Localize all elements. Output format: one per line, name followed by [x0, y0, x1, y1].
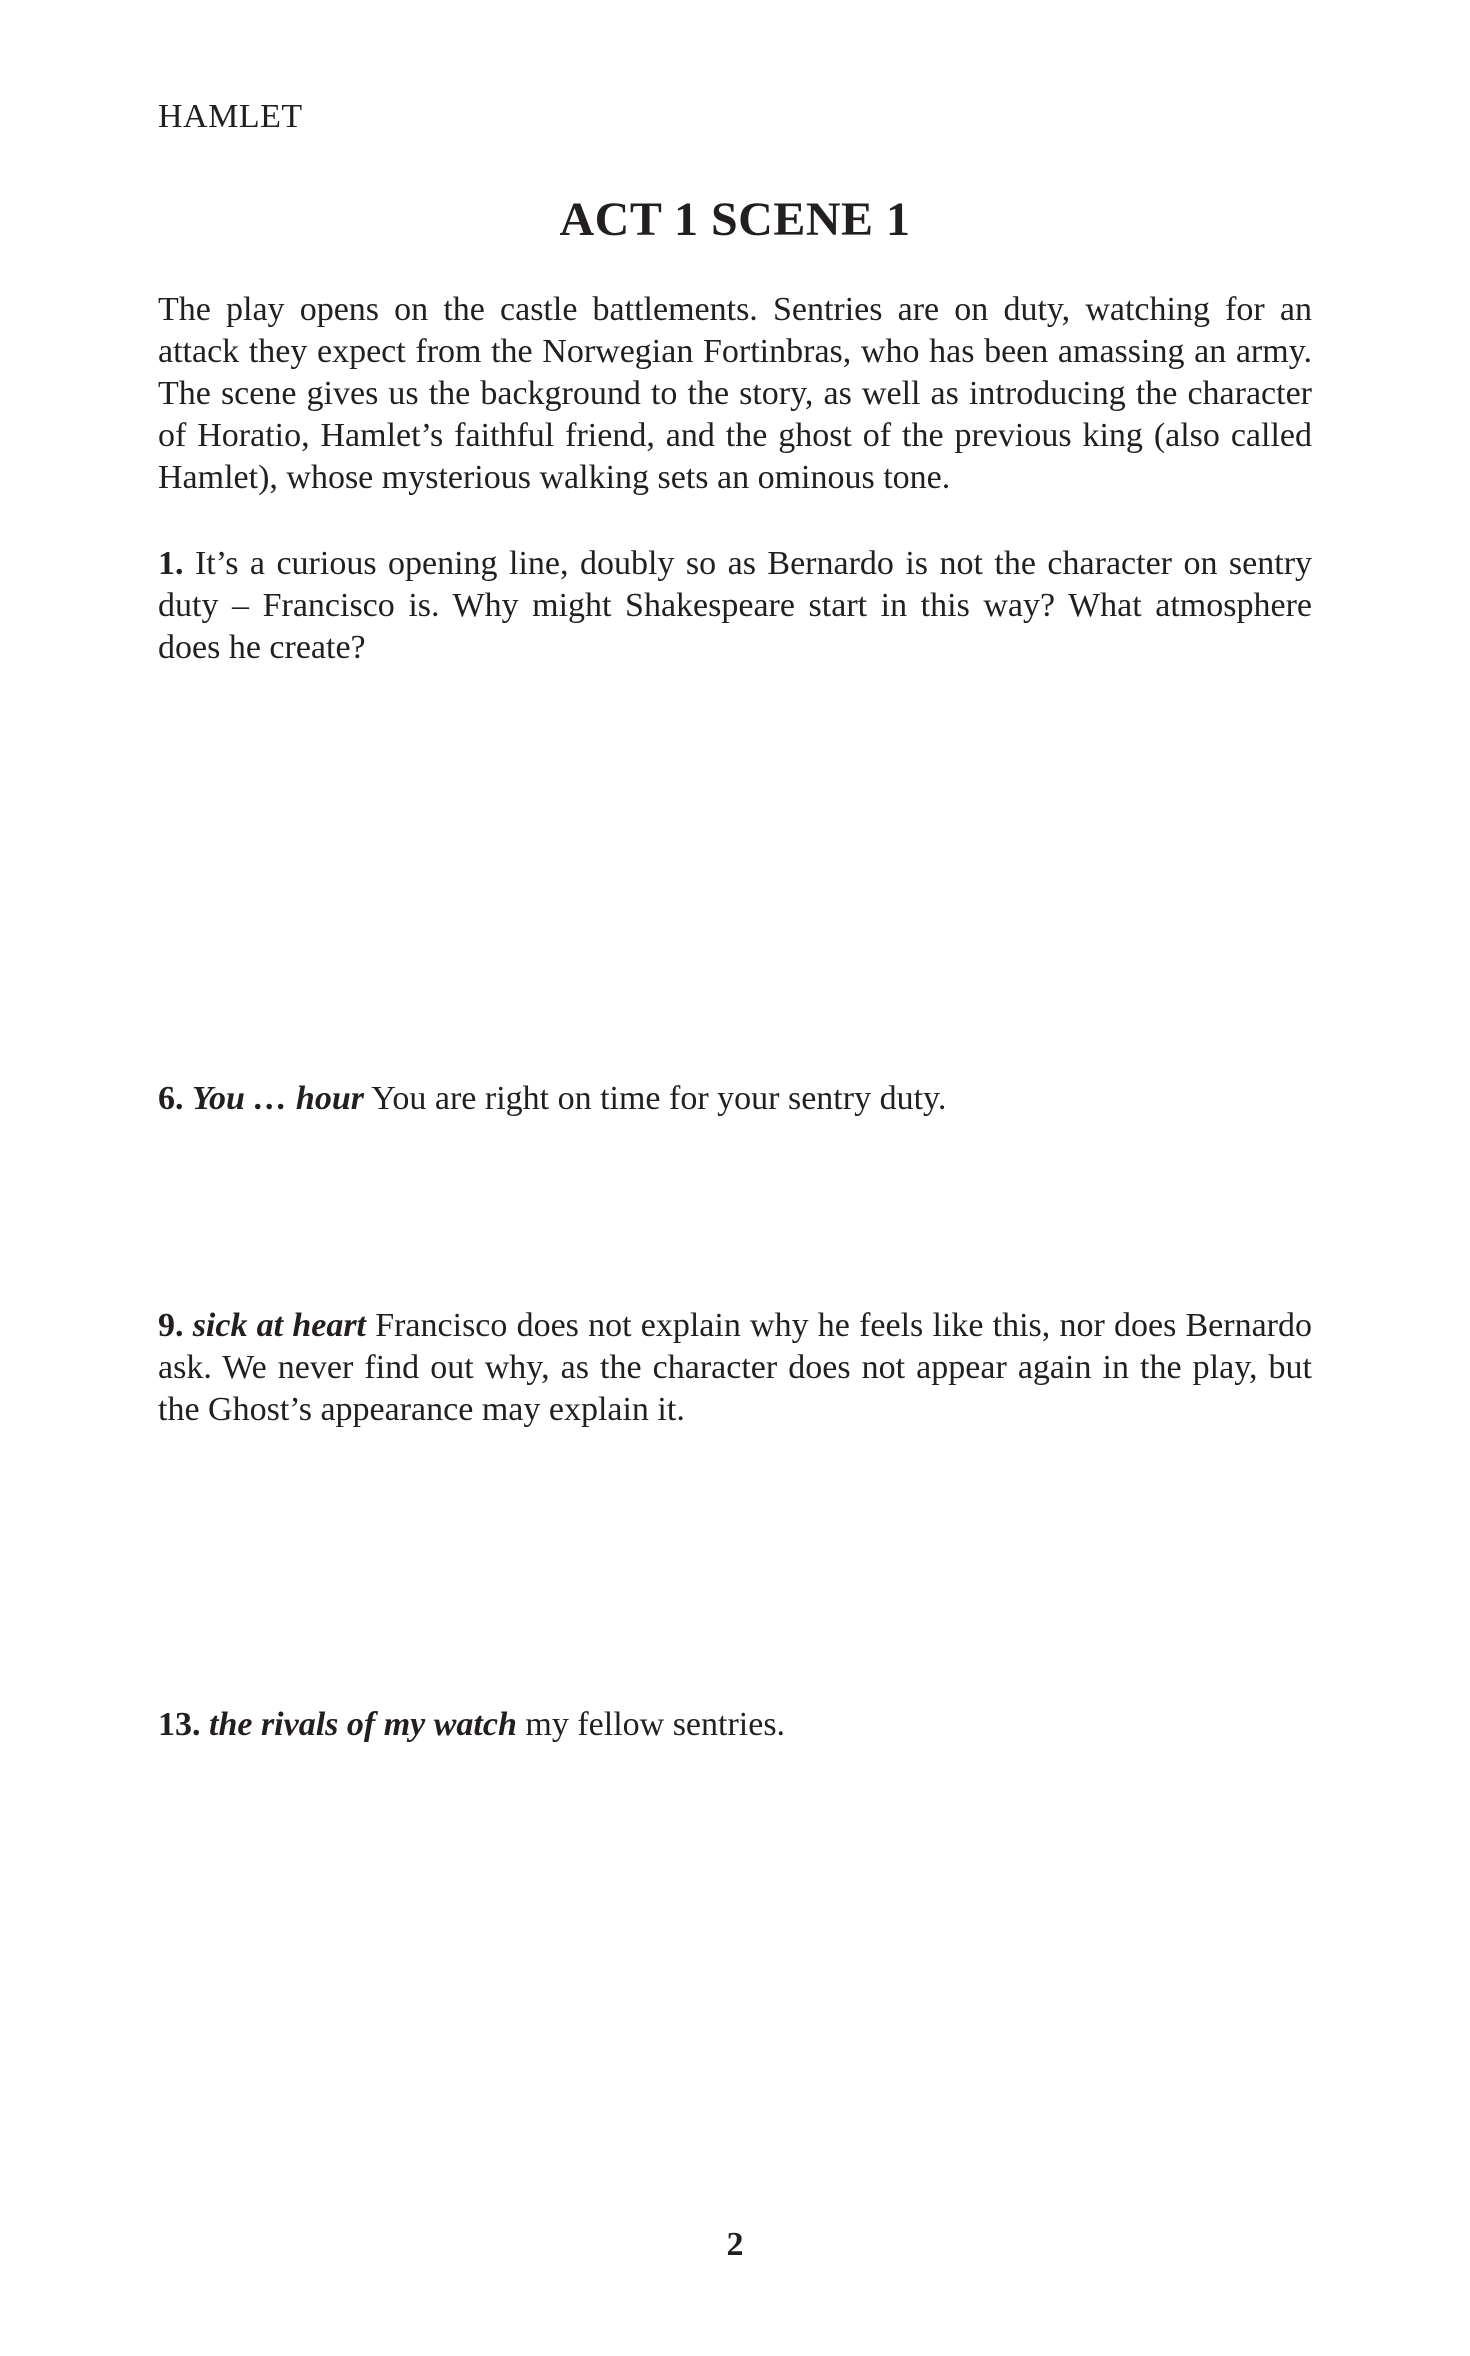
scene-title: ACT 1 SCENE 1 [559, 193, 911, 246]
note-number: 1. [158, 545, 184, 582]
intro-paragraph: The play opens on the castle battlements. Sentries are on duty, watching for an attack they expect from the Norwegian Fortinbras, who has been amassing an army. The scene gives us the background to the story, as well as introducing the character of Horatio, Hamlet’s faithful friend, and the ghost of the previous king (also called Hamlet), whose mysterious walking sets an ominous tone. [158, 291, 1312, 496]
note-lemma: the rivals of my watch [209, 1706, 517, 1743]
note-number: 9. [158, 1307, 184, 1344]
note-line-6 [158, 1078, 1312, 1120]
note-text: Francisco does not explain why he feels like this, nor does Bernardo ask. We never find out why, as the character does not appear again in the play, but the Ghost’s appearance may explain it. [158, 1307, 1312, 1428]
note-line-13 [158, 1704, 1312, 1746]
note-text: my fellow sentries. [525, 1706, 786, 1743]
note-lemma: sick at heart [192, 1307, 366, 1344]
note-number: 6. [158, 1080, 184, 1117]
page-number: 2 [726, 2226, 744, 2263]
note-line-9 [158, 1305, 1312, 1431]
note-text: You are right on time for your sentry duty. [371, 1080, 947, 1117]
running-head: HAMLET [158, 98, 303, 135]
note-lemma: You … hour [192, 1080, 364, 1117]
note-text: It’s a curious opening line, doubly so as Bernardo is not the character on sentry duty – Francisco is. Why might Shakespeare start in this way? What atmosphere does he create? [158, 545, 1313, 666]
note-number: 13. [158, 1706, 201, 1743]
note-line-1 [158, 543, 1312, 669]
